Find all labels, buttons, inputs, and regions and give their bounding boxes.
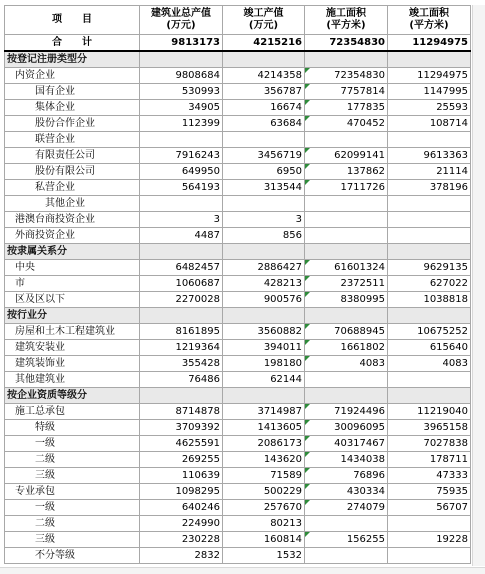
table-row [5, 276, 471, 292]
row-label-cell[interactable]: 建筑安装业 [5, 340, 140, 356]
value-cell[interactable] [388, 196, 471, 212]
value-cell[interactable]: 160814 [223, 532, 305, 548]
value-cell[interactable]: 8161895 [140, 324, 223, 340]
row-label-cell[interactable]: 私营企业 [5, 180, 140, 196]
value-cell[interactable]: 257670 [223, 500, 305, 516]
row-label-cell[interactable]: 二级 [5, 516, 140, 532]
value-cell[interactable]: 627022 [388, 276, 471, 292]
value-cell[interactable]: 71589 [223, 468, 305, 484]
row-label-cell[interactable]: 按企业资质等级分 [5, 388, 140, 404]
value-cell[interactable]: 9813173 [140, 35, 223, 52]
value-cell[interactable]: 4083 [388, 356, 471, 372]
header-row [5, 6, 471, 35]
value-cell[interactable]: 4083 [305, 356, 388, 372]
value-cell[interactable]: 198180 [223, 356, 305, 372]
value-cell[interactable]: 2086173 [223, 436, 305, 452]
value-cell[interactable]: 230228 [140, 532, 223, 548]
table-row [5, 212, 471, 228]
value-cell[interactable] [388, 51, 471, 68]
table-row [5, 420, 471, 436]
row-label-cell[interactable]: 国有企业 [5, 84, 140, 100]
value-cell[interactable]: 62099141 [305, 148, 388, 164]
row-label-cell[interactable]: 市 [5, 276, 140, 292]
value-cell[interactable]: 615640 [388, 340, 471, 356]
value-cell[interactable]: 1219364 [140, 340, 223, 356]
value-cell[interactable] [305, 548, 388, 564]
value-cell[interactable]: 112399 [140, 116, 223, 132]
value-cell[interactable]: 72354830 [305, 68, 388, 84]
value-cell[interactable] [140, 132, 223, 148]
value-cell[interactable]: 4215216 [223, 35, 305, 52]
value-cell[interactable]: 3714987 [223, 404, 305, 420]
value-cell[interactable]: 356787 [223, 84, 305, 100]
value-cell[interactable] [388, 516, 471, 532]
value-cell[interactable]: 7916243 [140, 148, 223, 164]
value-cell[interactable]: 430334 [305, 484, 388, 500]
value-cell[interactable]: 640246 [140, 500, 223, 516]
row-label-cell[interactable]: 二级 [5, 452, 140, 468]
table-row [5, 260, 471, 276]
value-cell[interactable]: 6950 [223, 164, 305, 180]
value-cell[interactable]: 34905 [140, 100, 223, 116]
row-label-cell[interactable]: 联营企业 [5, 132, 140, 148]
table-row [5, 292, 471, 308]
section-row [5, 244, 471, 260]
value-cell[interactable] [305, 388, 388, 404]
value-cell[interactable]: 9629135 [388, 260, 471, 276]
value-cell[interactable]: 856 [223, 228, 305, 244]
vertical-scroll-area[interactable] [472, 5, 485, 566]
value-cell[interactable]: 137862 [305, 164, 388, 180]
row-label-cell[interactable]: 按行业分 [5, 308, 140, 324]
statistics-table [4, 5, 471, 564]
value-cell[interactable] [223, 51, 305, 68]
value-cell[interactable]: 21114 [388, 164, 471, 180]
row-label-cell[interactable]: 三级 [5, 468, 140, 484]
value-cell[interactable]: 649950 [140, 164, 223, 180]
value-cell[interactable]: 900576 [223, 292, 305, 308]
value-cell[interactable]: 500229 [223, 484, 305, 500]
value-cell[interactable] [388, 132, 471, 148]
row-label-cell[interactable]: 特级 [5, 420, 140, 436]
table-row [5, 452, 471, 468]
value-cell[interactable] [223, 244, 305, 260]
value-cell[interactable]: 1038818 [388, 292, 471, 308]
header-completed-area[interactable] [388, 6, 471, 35]
value-cell[interactable]: 2372511 [305, 276, 388, 292]
value-cell[interactable]: 4625591 [140, 436, 223, 452]
value-cell[interactable]: 274079 [305, 500, 388, 516]
value-cell[interactable]: 11294975 [388, 35, 471, 52]
value-cell[interactable] [305, 308, 388, 324]
table-row [5, 500, 471, 516]
value-cell[interactable]: 564193 [140, 180, 223, 196]
table-row [5, 164, 471, 180]
value-cell[interactable]: 269255 [140, 452, 223, 468]
header-total-output-title: 建筑业总产值 [151, 8, 211, 19]
value-cell[interactable]: 110639 [140, 468, 223, 484]
value-cell[interactable]: 6482457 [140, 260, 223, 276]
row-label-cell[interactable]: 股份合作企业 [5, 116, 140, 132]
value-cell[interactable]: 11294975 [388, 68, 471, 84]
row-label-cell[interactable]: 房屋和土木工程建筑业 [5, 324, 140, 340]
value-cell[interactable]: 3456719 [223, 148, 305, 164]
value-cell[interactable] [140, 196, 223, 212]
header-construction-area[interactable] [305, 6, 388, 35]
value-cell[interactable] [140, 51, 223, 68]
table-row [5, 468, 471, 484]
row-label-cell[interactable]: 施工总承包 [5, 404, 140, 420]
row-label-cell[interactable]: 专业承包 [5, 484, 140, 500]
header-completed-output-title: 竣工产值 [243, 8, 284, 19]
value-cell[interactable]: 9613363 [388, 148, 471, 164]
value-cell[interactable]: 1661802 [305, 340, 388, 356]
value-cell[interactable]: 25593 [388, 100, 471, 116]
header-completed-output[interactable] [223, 6, 305, 35]
table-row [5, 180, 471, 196]
table-row [5, 228, 471, 244]
value-cell[interactable] [305, 372, 388, 388]
header-total-output-unit: (万元) [166, 20, 196, 31]
header-completed-output-unit: (万元) [248, 20, 279, 31]
value-cell[interactable]: 394011 [223, 340, 305, 356]
value-cell[interactable]: 9808684 [140, 68, 223, 84]
value-cell[interactable]: 8380995 [305, 292, 388, 308]
value-cell[interactable] [388, 244, 471, 260]
table-row [5, 356, 471, 372]
table-row [5, 484, 471, 500]
table-row [5, 324, 471, 340]
value-cell[interactable]: 3709392 [140, 420, 223, 436]
section-row [5, 308, 471, 324]
value-cell[interactable]: 56707 [388, 500, 471, 516]
total-row [5, 35, 471, 52]
table-row [5, 196, 471, 212]
header-construction-area-unit: (平方米) [326, 20, 366, 31]
row-label-cell[interactable]: 一级 [5, 500, 140, 516]
value-cell[interactable]: 80213 [223, 516, 305, 532]
value-cell[interactable]: 3 [223, 212, 305, 228]
value-cell[interactable]: 75935 [388, 484, 471, 500]
header-completed-area-title: 竣工面积 [409, 8, 449, 19]
table-row [5, 404, 471, 420]
value-cell[interactable]: 47333 [388, 468, 471, 484]
value-cell[interactable]: 1060687 [140, 276, 223, 292]
value-cell[interactable]: 224990 [140, 516, 223, 532]
row-label-cell[interactable]: 中央 [5, 260, 140, 276]
value-cell[interactable] [305, 244, 388, 260]
value-cell[interactable]: 2832 [140, 548, 223, 564]
value-cell[interactable] [305, 196, 388, 212]
table-row [5, 548, 471, 564]
value-cell[interactable]: 62144 [223, 372, 305, 388]
value-cell[interactable]: 4214358 [223, 68, 305, 84]
row-label-cell[interactable]: 有限责任公司 [5, 148, 140, 164]
table-row [5, 116, 471, 132]
row-label-cell[interactable]: 不分等级 [5, 548, 140, 564]
value-cell[interactable] [388, 548, 471, 564]
value-cell[interactable]: 61601324 [305, 260, 388, 276]
value-cell[interactable] [140, 388, 223, 404]
row-label-cell[interactable]: 外商投资企业 [5, 228, 140, 244]
value-cell[interactable]: 4487 [140, 228, 223, 244]
table-row [5, 516, 471, 532]
value-cell[interactable] [140, 244, 223, 260]
value-cell[interactable]: 1098295 [140, 484, 223, 500]
table-row [5, 100, 471, 116]
value-cell[interactable]: 530993 [140, 84, 223, 100]
value-cell[interactable] [223, 196, 305, 212]
header-item[interactable]: 项 目 [5, 6, 140, 35]
section-row [5, 388, 471, 404]
table-row [5, 372, 471, 388]
value-cell[interactable]: 76896 [305, 468, 388, 484]
row-label-cell[interactable]: 区及区以下 [5, 292, 140, 308]
value-cell[interactable] [305, 132, 388, 148]
value-cell[interactable]: 1532 [223, 548, 305, 564]
section-row [5, 51, 471, 68]
value-cell[interactable]: 1413605 [223, 420, 305, 436]
value-cell[interactable]: 313544 [223, 180, 305, 196]
table-row [5, 84, 471, 100]
value-cell[interactable]: 7027838 [388, 436, 471, 452]
value-cell[interactable]: 3965158 [388, 420, 471, 436]
row-label-cell[interactable]: 合 计 [5, 35, 140, 52]
header-total-output[interactable] [140, 6, 223, 35]
value-cell[interactable] [223, 388, 305, 404]
table-row [5, 340, 471, 356]
value-cell[interactable]: 156255 [305, 532, 388, 548]
value-cell[interactable]: 30096095 [305, 420, 388, 436]
value-cell[interactable] [305, 212, 388, 228]
table-row [5, 532, 471, 548]
row-label-cell[interactable]: 建筑装饰业 [5, 356, 140, 372]
value-cell[interactable]: 1434038 [305, 452, 388, 468]
value-cell[interactable]: 72354830 [305, 35, 388, 52]
spreadsheet [4, 5, 470, 566]
value-cell[interactable]: 3 [140, 212, 223, 228]
row-label-cell[interactable]: 港澳台商投资企业 [5, 212, 140, 228]
row-label-cell[interactable]: 其他建筑业 [5, 372, 140, 388]
value-cell[interactable]: 470452 [305, 116, 388, 132]
value-cell[interactable] [223, 132, 305, 148]
value-cell[interactable] [388, 372, 471, 388]
value-cell[interactable]: 3560882 [223, 324, 305, 340]
value-cell[interactable]: 1147995 [388, 84, 471, 100]
value-cell[interactable] [388, 228, 471, 244]
value-cell[interactable]: 7757814 [305, 84, 388, 100]
header-construction-area-title: 施工面积 [326, 8, 366, 19]
row-label-cell[interactable]: 一级 [5, 436, 140, 452]
row-label-cell[interactable]: 三级 [5, 532, 140, 548]
table-row [5, 68, 471, 84]
header-completed-area-unit: (平方米) [409, 20, 449, 31]
value-cell[interactable]: 11219040 [388, 404, 471, 420]
value-cell[interactable] [388, 212, 471, 228]
table-row [5, 436, 471, 452]
value-cell[interactable]: 40317467 [305, 436, 388, 452]
value-cell[interactable] [305, 228, 388, 244]
value-cell[interactable]: 63684 [223, 116, 305, 132]
value-cell[interactable] [388, 308, 471, 324]
value-cell[interactable] [305, 516, 388, 532]
value-cell[interactable]: 178711 [388, 452, 471, 468]
row-label-cell[interactable]: 股份有限公司 [5, 164, 140, 180]
value-cell[interactable] [223, 308, 305, 324]
value-cell[interactable]: 355428 [140, 356, 223, 372]
value-cell[interactable]: 1711726 [305, 180, 388, 196]
value-cell[interactable]: 19228 [388, 532, 471, 548]
value-cell[interactable] [305, 51, 388, 68]
value-cell[interactable]: 70688945 [305, 324, 388, 340]
table-row [5, 132, 471, 148]
value-cell[interactable] [388, 388, 471, 404]
table-row [5, 148, 471, 164]
value-cell[interactable]: 2270028 [140, 292, 223, 308]
value-cell[interactable]: 8714878 [140, 404, 223, 420]
row-label-cell[interactable]: 按隶属关系分 [5, 244, 140, 260]
value-cell[interactable]: 71924496 [305, 404, 388, 420]
value-cell[interactable]: 16674 [223, 100, 305, 116]
value-cell[interactable]: 378196 [388, 180, 471, 196]
value-cell[interactable]: 108714 [388, 116, 471, 132]
row-label-cell[interactable]: 集体企业 [5, 100, 140, 116]
value-cell[interactable]: 10675252 [388, 324, 471, 340]
row-label-cell[interactable]: 其他企业 [5, 196, 140, 212]
row-label-cell[interactable]: 内资企业 [5, 68, 140, 84]
value-cell[interactable]: 143620 [223, 452, 305, 468]
value-cell[interactable]: 177835 [305, 100, 388, 116]
value-cell[interactable]: 2886427 [223, 260, 305, 276]
value-cell[interactable]: 428213 [223, 276, 305, 292]
value-cell[interactable]: 76486 [140, 372, 223, 388]
value-cell[interactable] [140, 308, 223, 324]
row-label-cell[interactable]: 按登记注册类型分 [5, 51, 140, 68]
